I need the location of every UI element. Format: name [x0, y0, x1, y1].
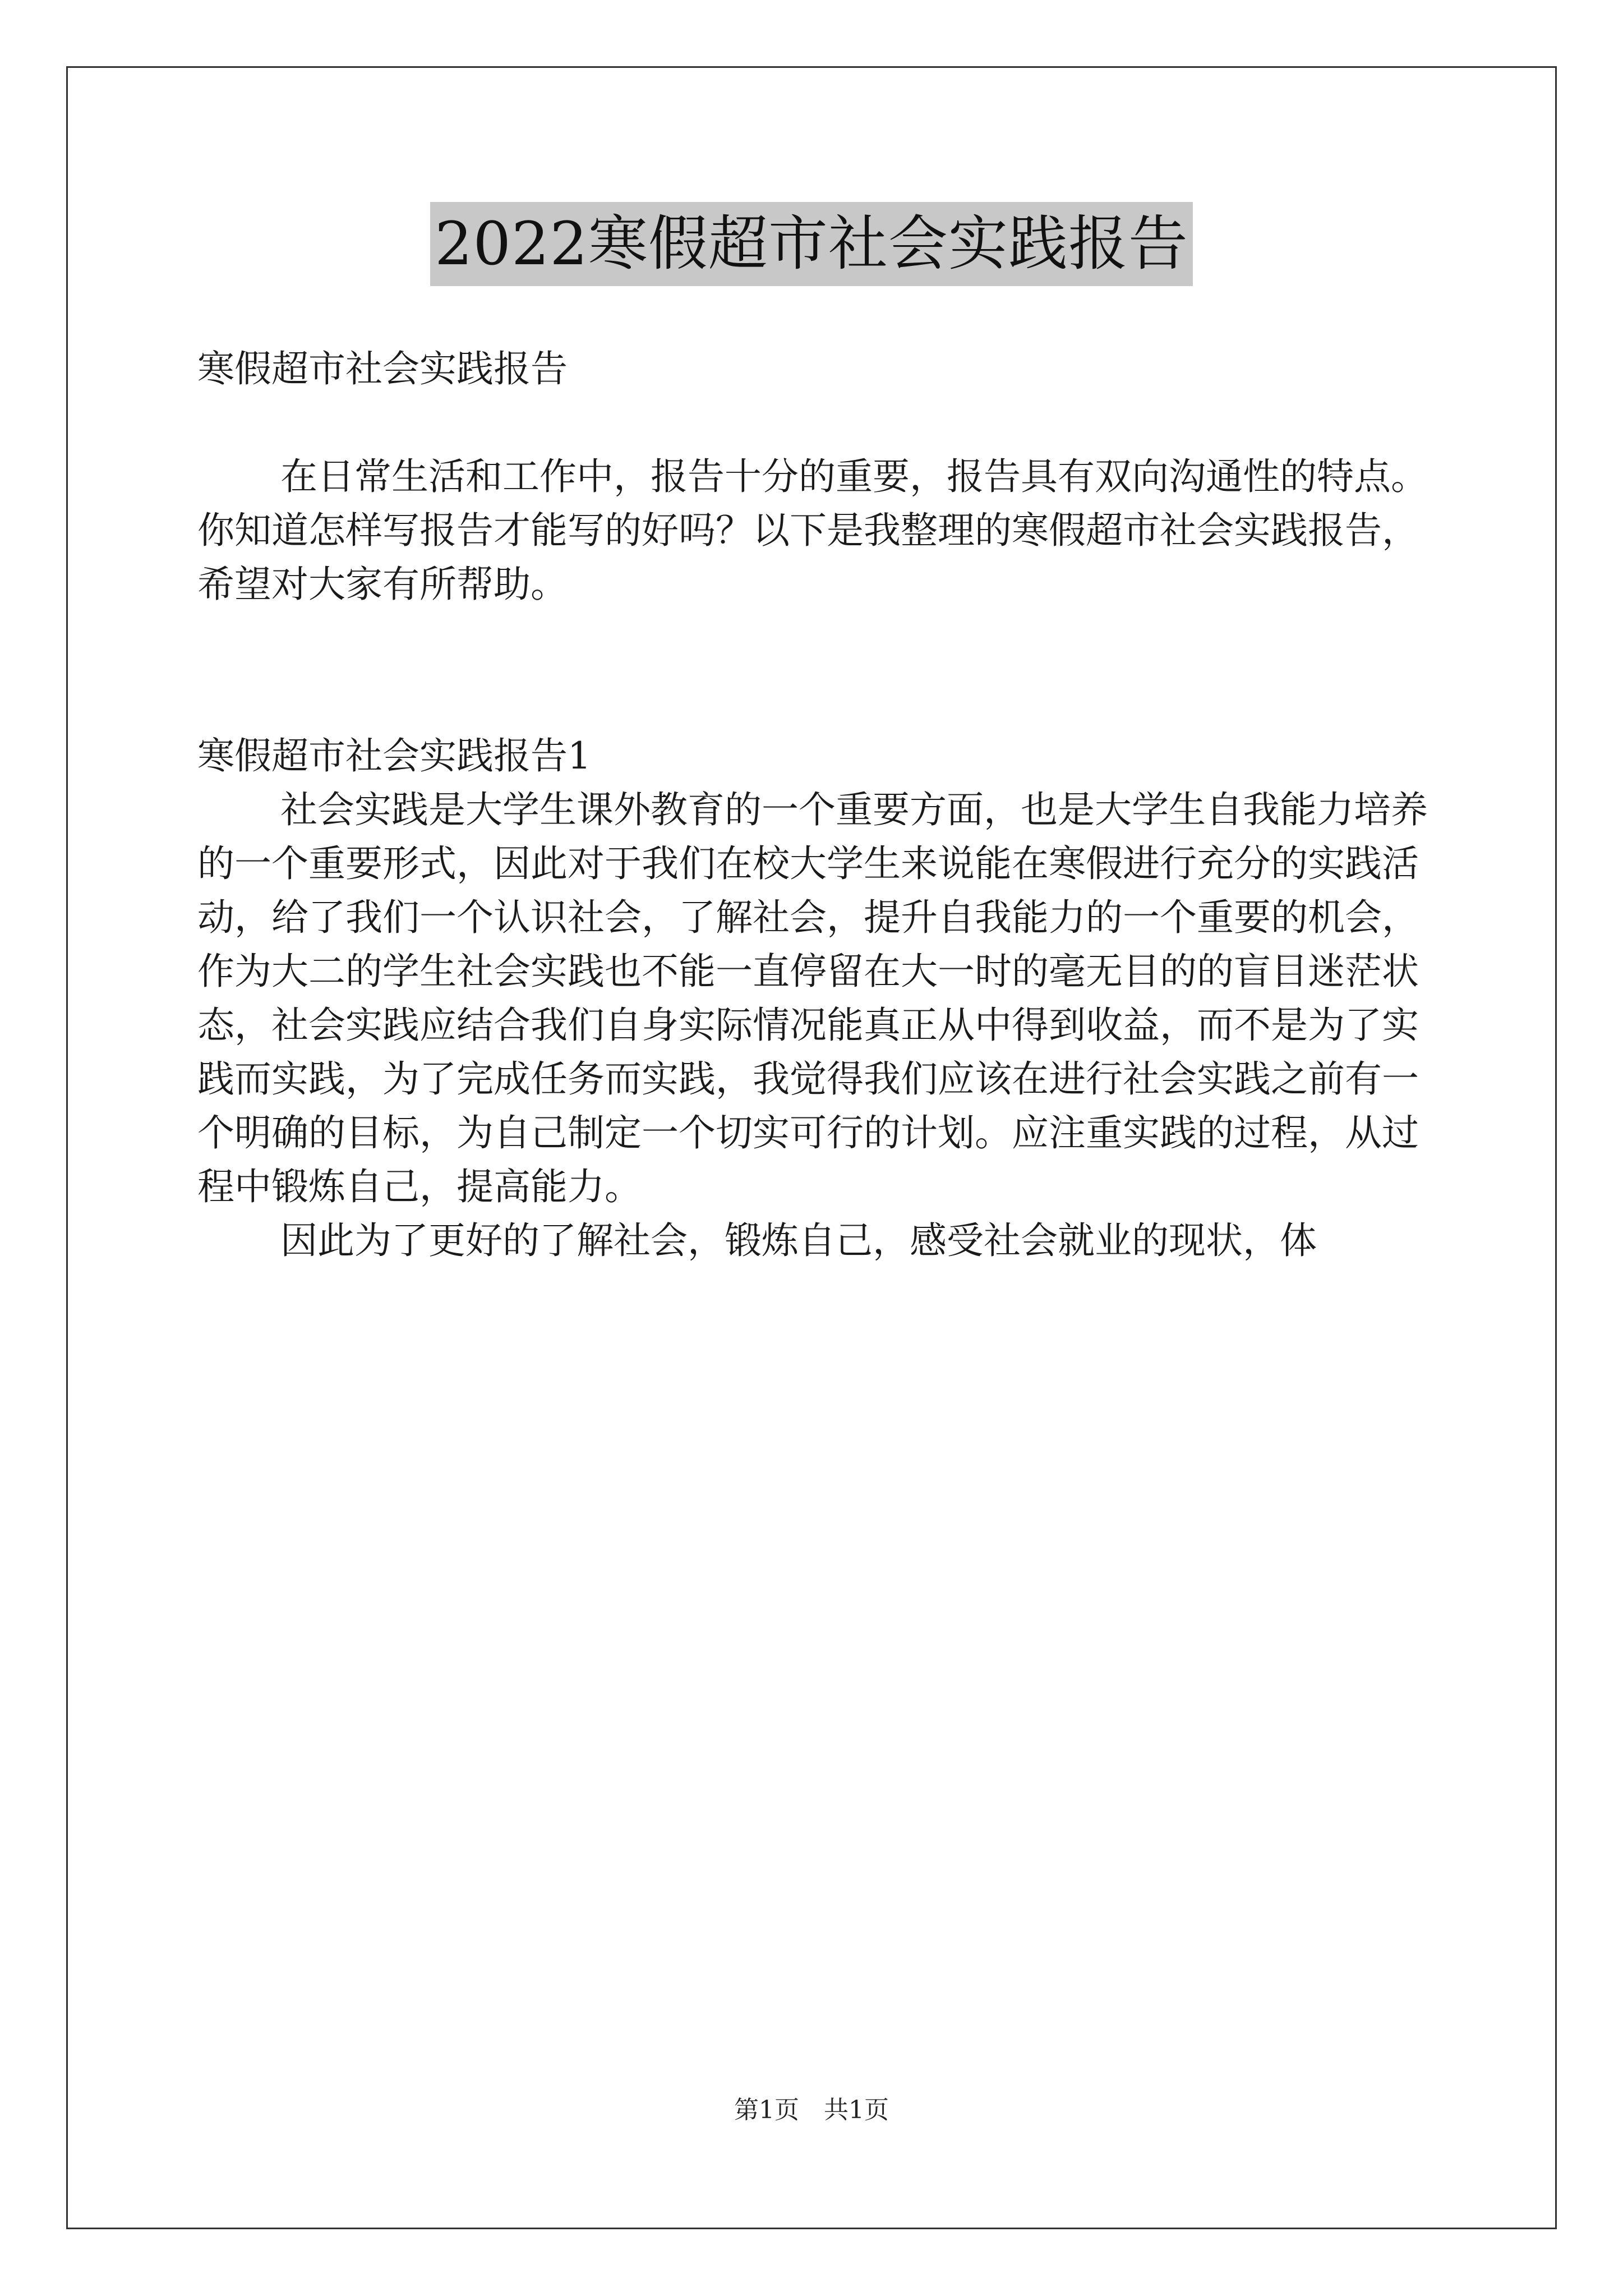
section-spacer [197, 611, 1431, 729]
intro-heading: 寒假超市社会实践报告 [197, 347, 568, 390]
body-paragraph-1: 社会实践是大学生课外教育的一个重要方面，也是大学生自我能力培养的一个重要形式，因此对于我们在校大学生来说能在寒假进行充分的实践活动，给了我们一个认识社会，了解社会，提升自我能力的一个重要的机会，作为大二的学生社会实践也不能一直停留在大一时的毫无目的的盲目迷茫状态，社会实践应结合我们自身实际情况能真正从中得到收益，而不是为了实践而实践，为了完成任务而实践，我觉得我们应该在进行社会实践之前有一个明确的目标，为自己制定一个切实可行的计划。应注重实践的过程，从过程中锻炼自己，提高能力。 [197, 788, 1428, 1208]
section-heading: 寒假超市社会实践报告1 [197, 734, 591, 777]
body-paragraph-2: 因此为了更好的了解社会，锻炼自己，感受社会就业的现状，体 [280, 1219, 1317, 1262]
title-container [0, 202, 1623, 286]
intro-paragraph: 在日常生活和工作中，报告十分的重要，报告具有双向沟通性的特点。你知道怎样写报告才能写的好吗？以下是我整理的寒假超市社会实践报告，希望对大家有所帮助。 [197, 455, 1428, 606]
page-footer: 第1页 共1页 [734, 2096, 889, 2124]
document-title: 2022寒假超市社会实践报告 [430, 202, 1193, 286]
document-body [197, 342, 1431, 1268]
